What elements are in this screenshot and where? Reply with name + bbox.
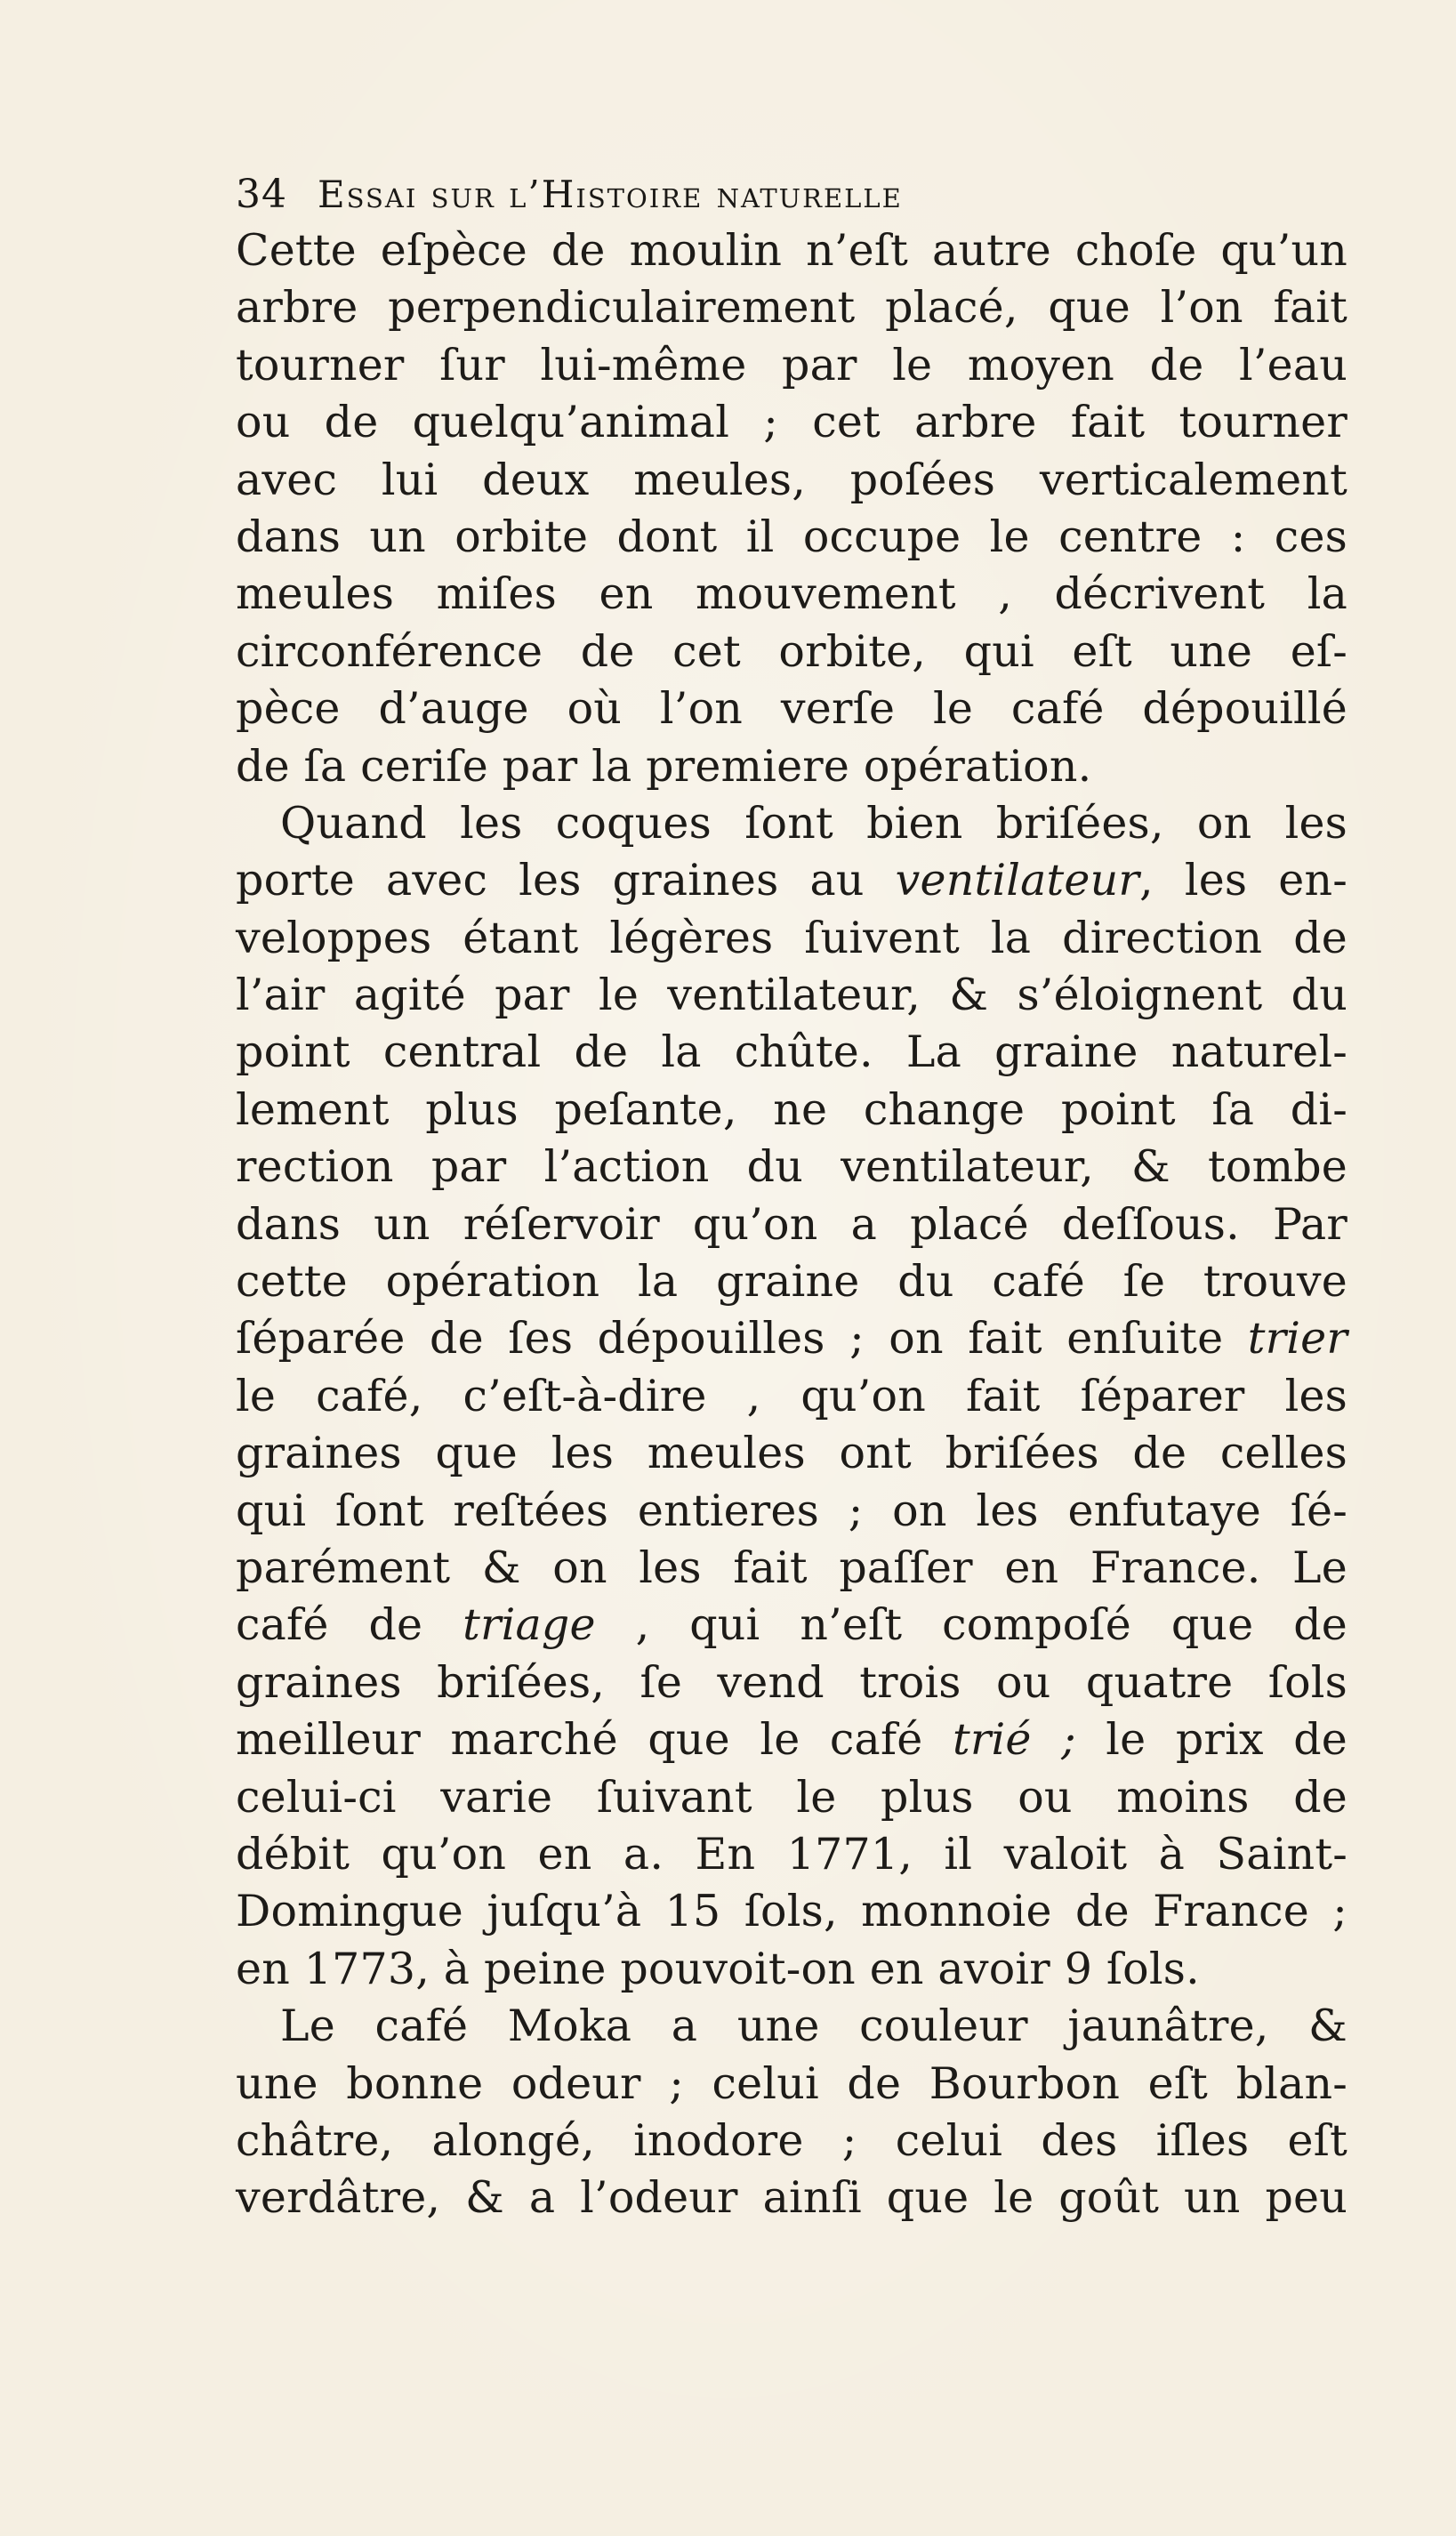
text-run: dans un réſervoir qu’on a placé deſſous. Par <box>236 1198 1347 1250</box>
text-line <box>236 509 1347 566</box>
body-text <box>236 222 1347 2227</box>
text-run: cette opération la graine du café ſe trouve <box>236 1256 1347 1308</box>
text-line <box>236 222 1347 279</box>
text-line <box>236 1139 1347 1196</box>
text-run: verdâtre, & a l’odeur ainſi que le goût un peu <box>236 2172 1347 2224</box>
text-run: café de <box>236 1599 463 1651</box>
italic-term: trié ; <box>953 1714 1076 1766</box>
text-run: point central de la chûte. La graine naturel- <box>236 1026 1347 1078</box>
text-line <box>236 1654 1347 1711</box>
text-run: parément & on les fait paſſer en France. Le <box>236 1542 1347 1593</box>
text-line <box>236 2113 1347 2170</box>
text-line <box>236 680 1347 737</box>
text-line <box>236 1998 1347 2055</box>
text-line <box>236 1769 1347 1826</box>
text-run: meilleur marché que le café <box>236 1714 953 1766</box>
text-line <box>236 1941 1347 1998</box>
text-run: porte avec les graines au <box>236 855 896 906</box>
text-line <box>236 452 1347 509</box>
text-line <box>236 1483 1347 1540</box>
text-line <box>236 2170 1347 2226</box>
text-line <box>236 1196 1347 1253</box>
italic-term: ventilateur <box>895 855 1140 906</box>
text-line <box>236 1368 1347 1425</box>
text-run: graines que les meules ont briſées de celles <box>236 1428 1347 1479</box>
text-run: celui-ci varie ſuivant le plus ou moins de <box>236 1771 1347 1823</box>
text-run: débit qu’on en a. En 1771, il valoit à Saint- <box>236 1828 1347 1880</box>
page-number: 34 <box>236 172 287 217</box>
text-run: le prix de <box>1075 1714 1347 1766</box>
text-run: tourner ſur lui-même par le moyen de l’eau <box>236 339 1347 390</box>
text-line <box>236 1883 1347 1940</box>
text-line <box>236 738 1347 795</box>
text-run: pèce d’auge où l’on verſe le café dépouillé <box>236 683 1347 735</box>
text-line <box>236 1540 1347 1597</box>
text-run: Domingue juſqu’à 15 ſols, monnoie de France ; <box>236 1886 1347 1937</box>
text-run: l’air agité par le ventilateur, & s’éloignent du <box>236 970 1347 1021</box>
text-line <box>236 1310 1347 1367</box>
text-line <box>236 337 1347 394</box>
text-run: arbre perpendiculairement placé, que l’on fait <box>236 282 1347 334</box>
text-run: qui ſont reſtées entieres ; on les enfutaye ſé- <box>236 1485 1347 1536</box>
text-run: une bonne odeur ; celui de Bourbon eſt blan- <box>236 2057 1347 2109</box>
text-run: avec lui deux meules, poſées verticalement <box>236 454 1347 505</box>
text-run: châtre, alongé, inodore ; celui des iſles eſt <box>236 2114 1347 2166</box>
text-line <box>236 566 1347 623</box>
text-line <box>236 967 1347 1024</box>
text-line <box>236 795 1347 852</box>
text-run: , les en- <box>1139 855 1347 906</box>
text-line <box>236 1024 1347 1081</box>
text-line <box>236 1082 1347 1139</box>
text-run: meules miſes en mouvement , décrivent la <box>236 568 1347 620</box>
text-line <box>236 394 1347 451</box>
text-line <box>236 1597 1347 1654</box>
text-line <box>236 279 1347 336</box>
running-title: Essai sur l’Histoire naturelle <box>318 173 903 216</box>
text-line <box>236 1826 1347 1883</box>
text-run: dans un orbite dont il occupe le centre : ces <box>236 511 1347 562</box>
text-run: Cette eſpèce de moulin n’eſt autre choſe qu’un <box>236 225 1347 276</box>
italic-term: trier <box>1247 1313 1347 1365</box>
text-line <box>236 1711 1347 1768</box>
text-run: graines briſées, ſe vend trois ou quatre ſols <box>236 1656 1347 1708</box>
text-run: le café, c’eſt-à-dire , qu’on fait ſéparer les <box>236 1370 1347 1421</box>
text-run: rection par l’action du ventilateur, & tombe <box>236 1141 1347 1193</box>
text-line <box>236 2056 1347 2113</box>
text-line <box>236 1253 1347 1310</box>
text-run: lement plus peſante, ne change point ſa di- <box>236 1083 1347 1135</box>
text-run: ſéparée de ſes dépouilles ; on fait enſuite <box>236 1313 1248 1365</box>
running-head <box>236 167 1347 222</box>
text-run: Quand les coques ſont bien briſées, on les <box>280 797 1347 849</box>
text-run: veloppes étant légères ſuivent la direction de <box>236 912 1347 963</box>
text-block <box>236 167 1347 2227</box>
text-run: ou de quelqu’animal ; cet arbre fait tourner <box>236 397 1347 448</box>
text-line <box>236 624 1347 680</box>
text-run: , qui n’eſt compoſé que de <box>595 1599 1348 1651</box>
text-line <box>236 852 1347 909</box>
italic-term: triage <box>463 1599 596 1651</box>
text-line <box>236 1425 1347 1482</box>
text-line <box>236 910 1347 967</box>
text-run: circonférence de cet orbite, qui eſt une eſ- <box>236 625 1347 677</box>
text-run: en 1773, à peine pouvoit-on en avoir 9 ſols. <box>236 1943 1200 1994</box>
text-run: de ſa ceriſe par la premiere opération. <box>236 740 1092 792</box>
text-run: Le café Moka a une couleur jaunâtre, & <box>280 2001 1347 2052</box>
